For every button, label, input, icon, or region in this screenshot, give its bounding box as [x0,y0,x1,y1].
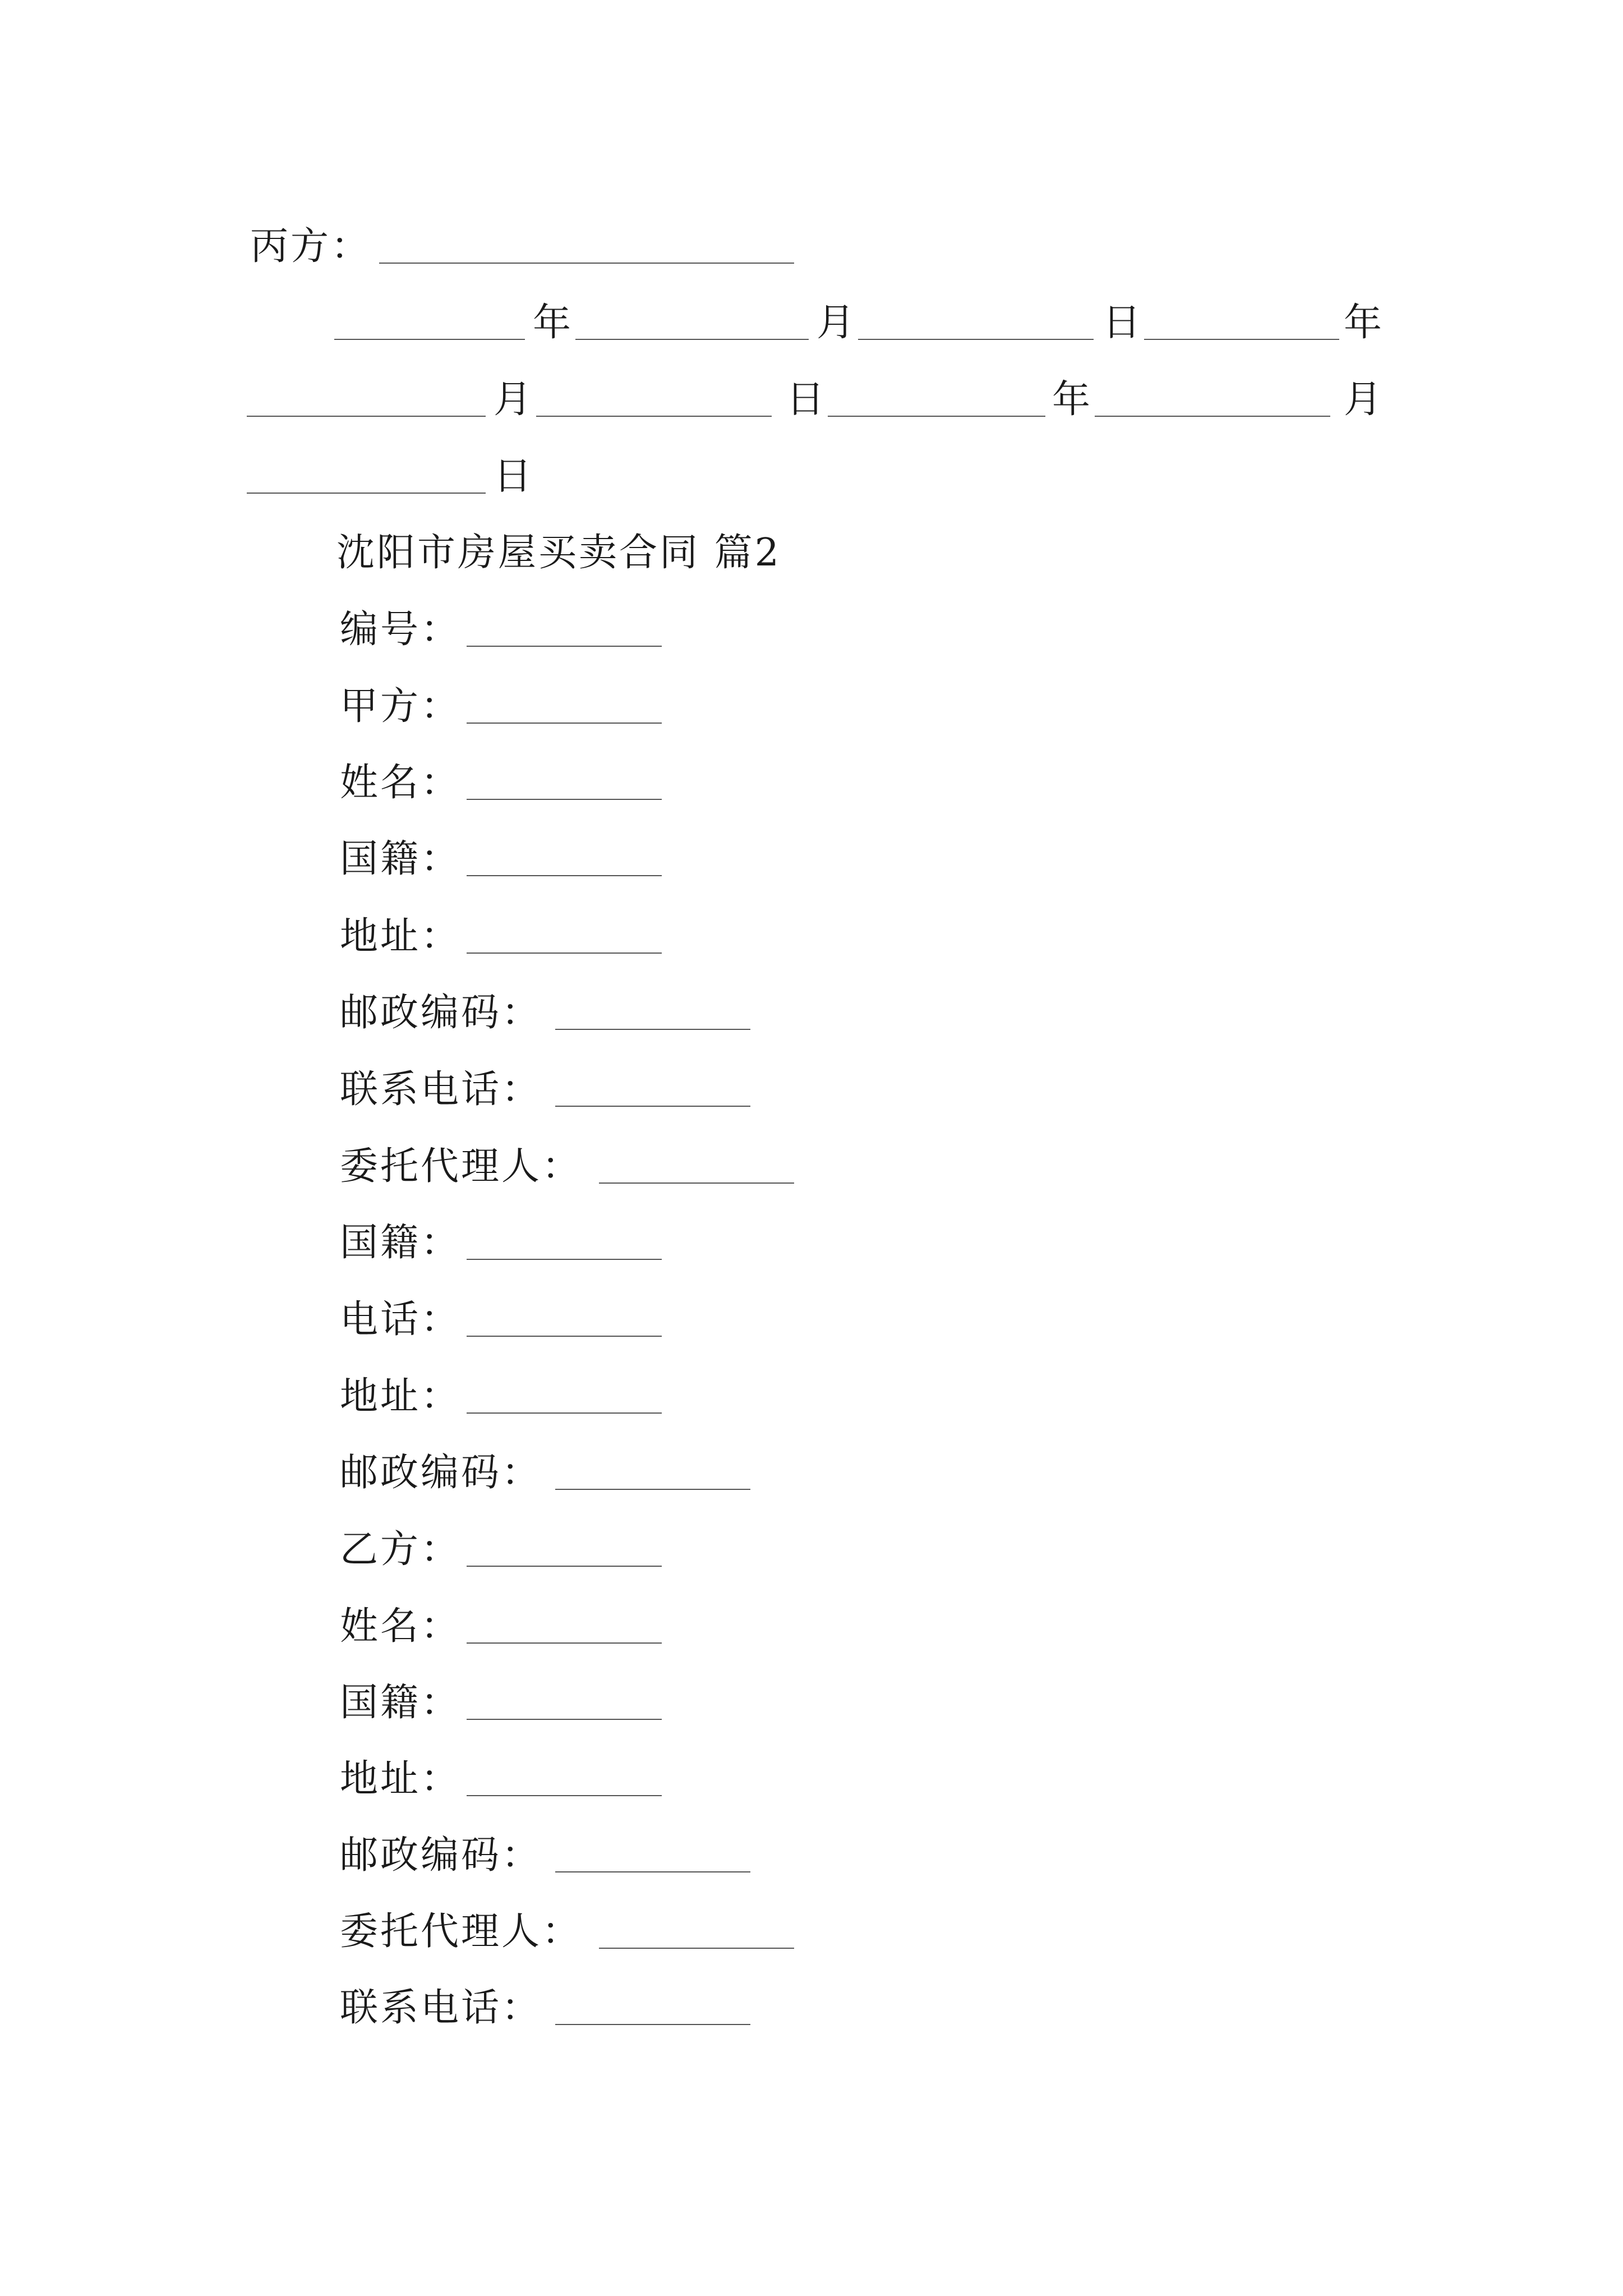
field-blank[interactable] [467,1719,662,1720]
field-label: 委托代理人： [340,1910,583,1954]
field-label: 联系电话： [340,1068,542,1112]
field-label: 地址： [340,1757,462,1801]
field-blank[interactable] [467,1412,662,1414]
field-blank[interactable] [555,1489,750,1490]
field-blank[interactable] [555,1029,750,1030]
date-blank[interactable] [1095,416,1330,417]
day-unit: 日 [1103,301,1144,345]
year-unit: 年 [533,301,574,345]
field-label: 邮政编码： [340,991,542,1035]
date-blank[interactable] [536,416,772,417]
year-unit: 年 [1052,378,1093,422]
date-blank[interactable] [858,339,1094,340]
field-label: 联系电话： [340,1986,542,2030]
day-unit: 日 [786,378,827,422]
date-blank[interactable] [828,416,1045,417]
field-blank[interactable] [467,1642,662,1644]
field-label: 编号： [340,608,462,652]
field-blank[interactable] [467,875,662,876]
field-blank[interactable] [599,1948,794,1949]
field-label: 甲方： [340,684,462,729]
field-label: 委托代理人： [340,1144,583,1189]
month-unit: 月 [817,301,857,345]
month-unit: 月 [494,378,534,422]
field-label: 邮政编码： [340,1451,542,1495]
date-blank[interactable] [247,493,486,494]
month-unit: 月 [1344,378,1385,422]
field-blank[interactable] [555,2024,750,2025]
field-label: 地址： [340,914,462,959]
date-blank[interactable] [247,416,486,417]
field-label: 国籍： [340,1681,462,1725]
field-label: 国籍： [340,837,462,881]
party-c-blank[interactable] [379,263,794,264]
field-blank[interactable] [467,1259,662,1260]
field-blank[interactable] [467,799,662,800]
date-blank[interactable] [334,339,525,340]
field-blank[interactable] [555,1871,750,1872]
field-blank[interactable] [467,723,662,724]
field-label: 邮政编码： [340,1833,542,1878]
field-blank[interactable] [555,1106,750,1107]
field-label: 姓名： [340,1604,462,1649]
section-title: 沈阳市房屋买卖合同 篇2 [336,531,781,575]
date-blank[interactable] [575,339,809,340]
field-blank[interactable] [467,1566,662,1567]
field-label: 电话： [340,1297,462,1342]
field-blank[interactable] [467,1336,662,1337]
year-unit: 年 [1344,301,1385,345]
field-blank[interactable] [467,953,662,954]
field-label: 地址： [340,1374,462,1419]
field-label: 乙方： [340,1527,462,1572]
date-blank[interactable] [1144,339,1339,340]
field-blank[interactable] [467,1795,662,1796]
party-c-label: 丙方： [250,224,372,269]
field-blank[interactable] [467,646,662,647]
day-unit: 日 [494,454,534,499]
field-label: 姓名： [340,761,462,805]
field-blank[interactable] [599,1182,794,1184]
field-label: 国籍： [340,1221,462,1265]
